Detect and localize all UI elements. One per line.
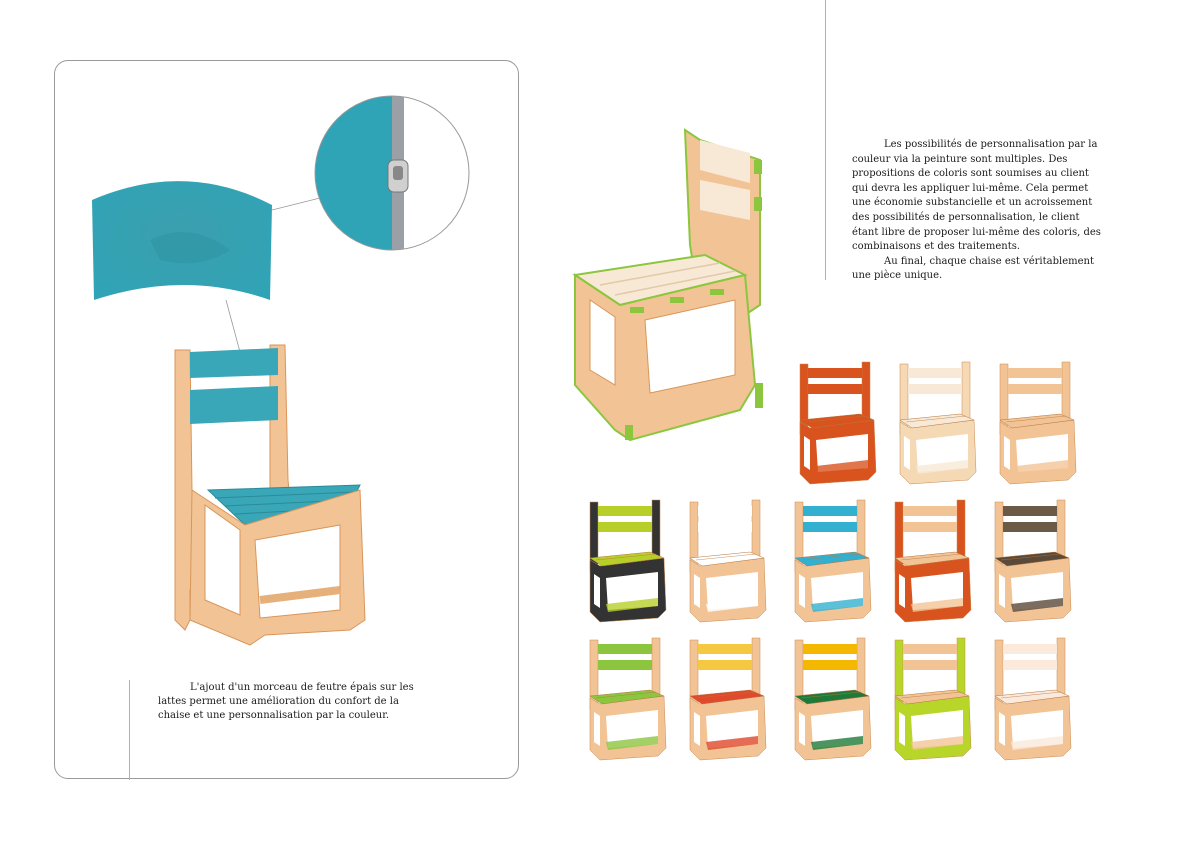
chair-variant: [995, 500, 1071, 622]
chair-variant: [795, 500, 871, 622]
chair-variant: [590, 638, 666, 760]
chair-variant: [690, 638, 766, 760]
chair-variant: [1000, 362, 1076, 484]
chair-variant: [795, 638, 871, 760]
chair-variant: [895, 500, 971, 622]
chair-variant: [690, 500, 766, 622]
chair-variant: [800, 362, 876, 484]
chair-variant: [900, 362, 976, 484]
paragraph-2: Au final, chaque chaise est véritablement une pièce unique.: [852, 255, 1094, 282]
chair-variant: [895, 638, 971, 760]
felt-caption-text: L'ajout d'un morceau de feutre épais sur les lattes permet une amélioration du confort de la chaise et une personnalisation par la couleur.: [158, 682, 414, 721]
paragraph-1: Les possibilités de personnalisation par la couleur via la peinture sont multiples. Des propositions de coloris sont soumises au client qui devra les appliquer lui-même. Cela permet une économie substancielle et un acroissement des possibilités de personnalisation, le client étant libre de proposer lui-même des coloris, des combinaisons et des traitements.: [852, 139, 1101, 253]
chair-variant: [590, 500, 666, 622]
chair-variant: [995, 638, 1071, 760]
